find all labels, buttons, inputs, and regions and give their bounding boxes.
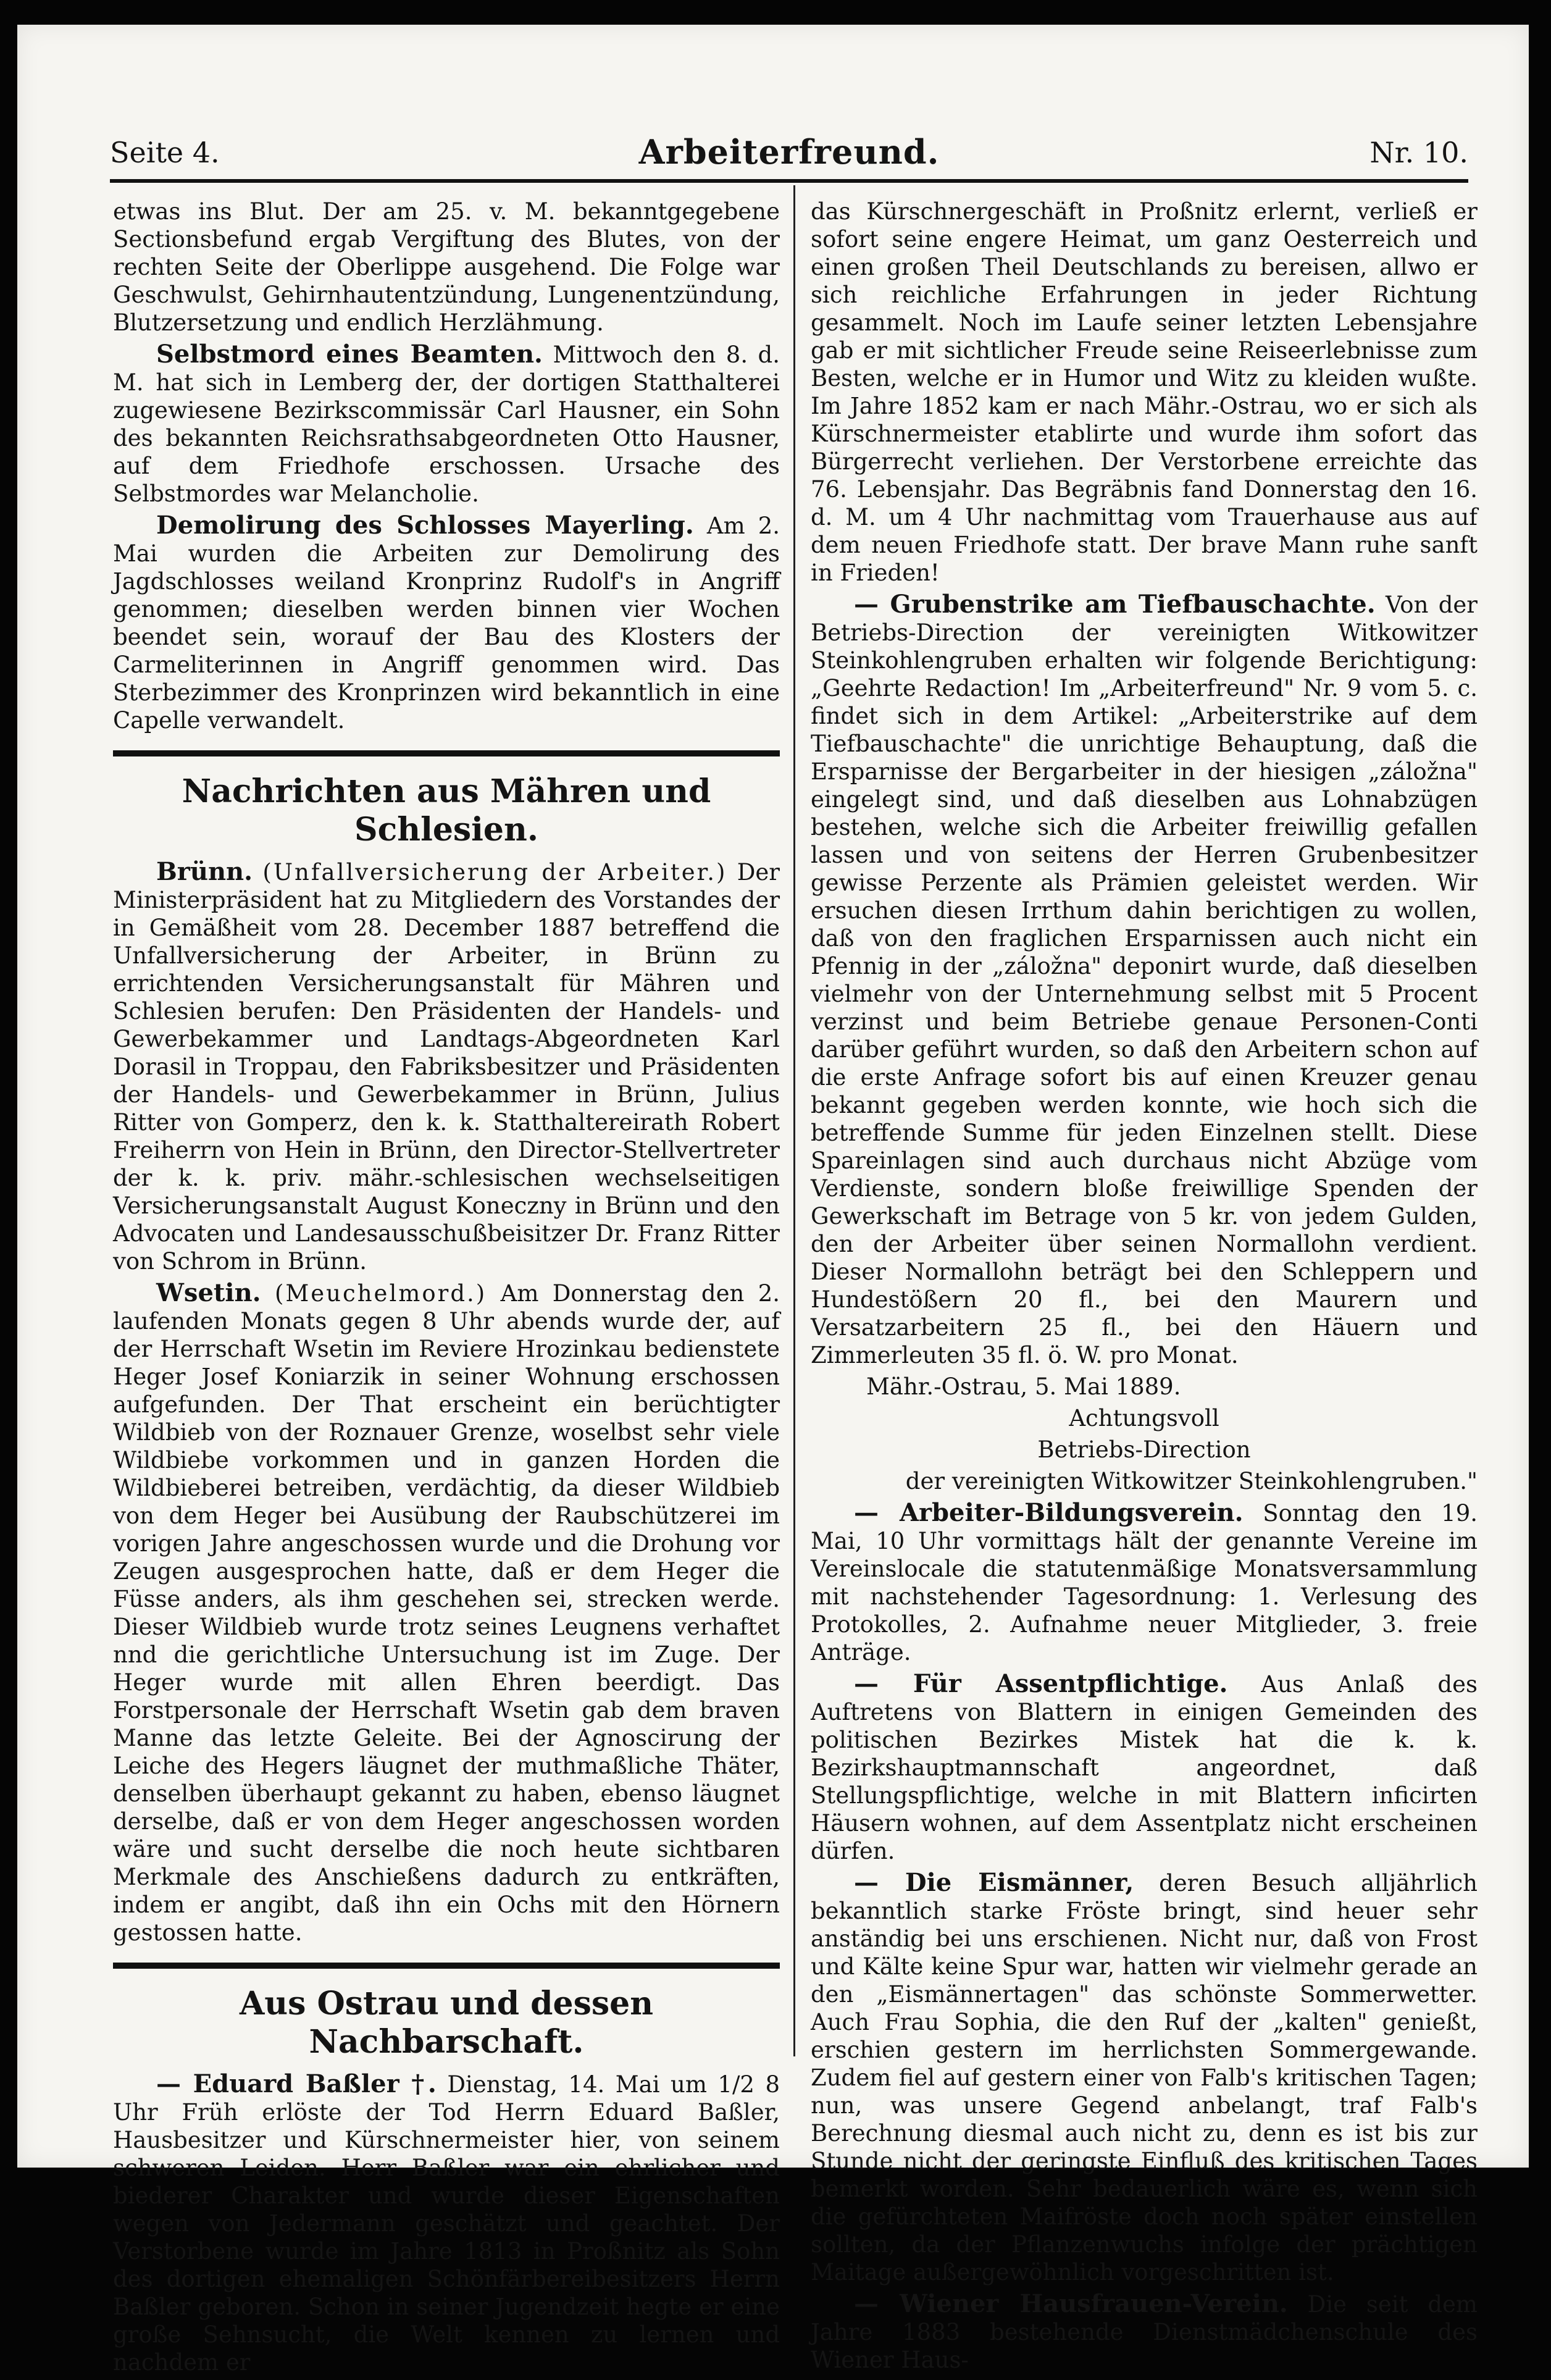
newspaper-title: Arbeiterfreund. <box>638 132 940 172</box>
article-bruenn <box>113 858 780 1275</box>
article-mayerling <box>113 511 780 734</box>
article-title: — Für Assentpflichtige. <box>854 1669 1228 1698</box>
left-column <box>113 198 780 2380</box>
article-title: — Arbeiter-Bildungsverein. <box>854 1498 1244 1527</box>
article-title: — Die Eismänner, <box>854 1868 1134 1897</box>
article-text: deren Besuch alljährlich bekanntlich starke Fröste bringt, sind heuer sehr anständig bei uns erschienen. Nicht nur, daß von Frost und Kälte keine Spur war, hatten wir vielmehr gerade an den „Eismännertagen" das schönste Sommerwetter. Auch Frau Sophia, die den Ruf der „kalten" genießt, erschien gestern im herrlichsten Sommergewande. Zudem fiel auf gestern einer von Falb's kritischen Tagen; nun, was unsere Gegend anbelangt, traf Falb's Berechnung diesmal auch nicht zu, denn es ist bis zur Stunde nicht der geringste Einfluß des kritischen Tages bemerkt worden. Sehr bedauerlich wäre es, wenn sich die gefürchteten Maifröste doch noch später einstellen sollten, da der Pflanzenwuchs infolge der prächtigen Maitage außergewöhnlich vorgeschritten ist. <box>811 1870 1478 2286</box>
issue-number: Nr. 10. <box>1369 136 1468 169</box>
article-title: — Wiener Hausfrauen-Verein. <box>854 2289 1288 2318</box>
column-divider <box>793 185 795 2056</box>
article-bassler <box>113 2070 780 2376</box>
section-rule <box>113 1963 780 1969</box>
article-title: Demolirung des Schlosses Mayerling. <box>156 511 694 540</box>
article-eismaenner <box>811 1869 1478 2286</box>
page-number: Seite 4. <box>110 136 220 169</box>
article-continuation: das Kürschnergeschäft in Proßnitz erlernt, verließ er sofort seine engere Heimat, um ganz Oesterreich und einen großen Theil Deutschlands zu bereisen, allwo er sich reichliche Erfahrungen in jeder Richtung gesammelt. Noch im Laufe seiner letzten Lebensjahre gab er mit sichtlicher Freude seine Reiseerlebnisse zum Besten, welche er in Humor und Witz zu kleiden wußte. Im Jahre 1852 kam er nach Mähr.-Ostrau, wo er sich als Kürschnermeister etablirte und wurde ihm sofort das Bürgerrecht verliehen. Der Verstorbene erreichte das 76. Lebensjahr. Das Begräbnis fand Donnerstag den 16. d. M. um 4 Uhr nachmittag vom Trauerhause aus auf dem neuen Friedhofe statt. Der brave Mann ruhe sanft in Frieden! <box>811 198 1478 586</box>
article-title: Brünn. <box>156 857 253 886</box>
page-header <box>110 130 1468 173</box>
right-column <box>811 198 1478 2378</box>
article-hausfrauen <box>811 2290 1478 2374</box>
article-title: — Grubenstrike am Tiefbauschachte. <box>854 590 1376 619</box>
article-text: Die seit dem Jahre 1883 bestehende Dienstmädchenschule des Wiener Haus- <box>811 2291 1478 2373</box>
article-title: Selbstmord eines Beamten. <box>156 340 543 369</box>
section-rule <box>113 750 780 756</box>
article-text: Dienstag, 14. Mai um 1/2 8 Uhr Früh erlöste der Tod Herrn Eduard Baßler, Hausbesitzer und Kürschnermeister hier, von seinem schweren Leiden. Herr Baßler war ein ehrlicher und biederer Charakter und wurde dieser Eigenschaften wegen von Jedermann geschätzt und geachtet. Der Verstorbene wurde im Jahre 1813 in Proßnitz als Sohn des dortigen ehemaligen Schönfärbereibesitzers Herrn Baßler geboren. Schon in seiner Jugendzeit hegte er eine große Sehnsucht, die Welt kennen zu lernen und nachdem er <box>113 2071 780 2376</box>
article-bildungsverein <box>811 1499 1478 1666</box>
article-assentpflichtige <box>811 1670 1478 1865</box>
article-continuation: etwas ins Blut. Der am 25. v. M. bekanntgegebene Sectionsbefund ergab Vergiftung des Blutes, von der rechten Seite der Oberlippe ausgehend. Die Folge war Geschwulst, Gehirnhautentzündung, Lungenentzündung, Blutzersetzung und endlich Herzlähmung. <box>113 198 780 336</box>
article-text: Aus Anlaß des Auftretens von Blattern in einigen Gemeinden des politischen Bezirkes Mistek hat die k. k. Bezirkshauptmannschaft angeordnet, daß Stellungspflichtige, welche in mit Blattern inficirten Häusern wohnen, auf dem Assentplatz nicht erscheinen dürfen. <box>811 1671 1478 1864</box>
article-text: Von der Betriebs-Direction der vereinigten Witkowitzer Steinkohlengruben erhalten wir folgende Berichtigung: „Geehrte Redaction! Im „Arbeiterfreund" Nr. 9 vom 5. c. findet sich in dem Artikel: „Arbeiterstrike auf dem Tiefbauschachte" die unrichtige Behauptung, daß die Ersparnisse der Bergarbeiter in der hiesigen „záložna" eingelegt sind, und daß dieselben aus Lohnabzügen bestehen, welche sich die Arbeiter freiwillig gefallen lassen und von seitens der Herren Grubenbesitzer gewisse Perzente als Prämien geleistet werden. Wir ersuchen diesen Irrthum dahin berichtigen zu wollen, daß von den fraglichen Ersparnissen auch nicht ein Pfennig in der „záložna" deponirt wurde, daß dieselben vielmehr von der Unternehmung selbst mit 5 Procent verzinst und beim Betriebe genaue Personen-Conti darüber geführt wurden, so daß den Arbeitern schon auf die erste Anfrage sofort bis auf einen Kreuzer genau bekannt gegeben werden konnte, wie hoch sich die betreffende Summe für jeden Einzelnen stellt. Diese Spareinlagen sind auch durchaus nicht Abzüge vom Verdienste, sondern bloße freiwillige Spenden der Gewerkschaft im Betrage von 5 kr. von jedem Gulden, den der Arbeiter über seinen Normallohn verdient. Dieser Normallohn beträgt bei den Schleppern und Hundestößern 20 fl., bei den Maurern und Versatzarbeitern 25 fl., bei den Häuern und Zimmerleuten 35 fl. ö. W. pro Monat. <box>811 592 1478 1368</box>
article-text: Der Ministerpräsident hat zu Mitgliedern des Vorstandes der in Gemäßheit vom 28. December 1887 betreffend die Unfallversicherung der Arbeiter, in Brünn zu errichtenden Versicherungsanstalt für Mähren und Schlesien berufen: Den Präsidenten der Handels- und Gewerbekammer und Landtags-Abgeordneten Karl Dorasil in Troppau, den Fabriksbesitzer und Präsidenten der Handels- und Gewerbekammer in Brünn, Julius Ritter von Gomperz, den k. k. Statthaltereirath Robert Freiherrn von Hein in Brünn, den Director-Stellvertreter der k. k. priv. mähr.-schlesischen wechselseitigen Versicherungsanstalt August Koneczny in Brünn und den Advocaten und Landesausschußbeisitzer Dr. Franz Ritter von Schrom in Brünn. <box>113 859 780 1275</box>
article-text: Sonntag den 19. Mai, 10 Uhr vormittags hält der genannte Vereine im Vereinslocale die statutenmäßige Monatsversammlung mit nachstehender Tagesordnung: 1. Verlesung des Protokolles, 2. Aufnahme neuer Mitglieder, 3. freie Anträge. <box>811 1500 1478 1666</box>
article-wsetin <box>113 1279 780 1946</box>
article-text: Am 2. Mai wurden die Arbeiten zur Demolirung des Jagdschlosses weiland Kronprinz Rudolf's in Angriff genommen; dieselben werden binnen vier Wochen beendet sein, worauf der Bau des Klosters der Carmeliterinnen in Angriff genommen wird. Das Sterbezimmer des Kronprinzen wird bekanntlich in eine Capelle verwandelt. <box>113 513 780 734</box>
article-text: Mittwoch den 8. d. M. hat sich in Lemberg der, der dortigen Statthalterei zugewiesene Bezirkscommissär Carl Hausner, ein Sohn des bekannten Reichsrathsabgeordneten Otto Hausner, auf dem Friedhofe erschossen. Ursache des Selbstmordes war Melancholie. <box>113 341 780 507</box>
article-selbstmord <box>113 340 780 508</box>
article-title: Wsetin. <box>156 1278 261 1307</box>
letter-signature-org: der vereinigten Witkowitzer Steinkohlengruben." <box>905 1468 1478 1494</box>
letter-closing: Achtungsvoll <box>1069 1405 1219 1431</box>
letter-signature: Betriebs-Direction <box>1037 1436 1251 1463</box>
article-grubenstrike <box>811 590 1478 1369</box>
letter-place-date: Mähr.-Ostrau, 5. Mai 1889. <box>866 1373 1181 1400</box>
article-subtitle: (Unfallversicherung der Arbeiter.) <box>262 859 727 886</box>
header-rule <box>110 179 1468 183</box>
article-subtitle: (Meuchelmord.) <box>274 1280 487 1307</box>
section-heading-ostrau: Aus Ostrau und dessen Nachbarschaft. <box>239 1985 654 2061</box>
section-heading-maehren: Nachrichten aus Mähren und Schlesien. <box>182 773 711 849</box>
article-text: Am Donnerstag den 2. laufenden Monats gegen 8 Uhr abends wurde der, auf der Herrschaft Wsetin im Reviere Hrozinkau bedienstete Heger Josef Koniarzik in seiner Wohnung erschossen aufgefunden. Der That erscheint ein berüchtigter Wildbieb von der Roznauer Grenze, woselbst sehr viele Wildbiebe vorkommen und in ganzen Horden die Wildbieberei betreiben, verdächtig, da dieser Wildbieb von dem Heger bei Ausübung der Raubschützerei im vorigen Jahre angeschossen wurde und die Drohung vor Zeugen ausgesprochen hatte, daß er dem Heger die Füsse anders, als ihm geschehen sei, strecken werde. Dieser Wildbieb wurde trotz seines Leugnens verhaftet nnd die gerichtliche Untersuchung ist im Zuge. Der Heger wurde mit allen Ehren beerdigt. Das Forstpersonale der Herrschaft Wsetin gab dem braven Manne das letzte Geleite. Bei der Agnoscirung der Leiche des Hegers läugnet der muthmaßliche Thäter, denselben überhaupt gekannt zu haben, ebenso läugnet derselbe, daß er von dem Heger angeschossen worden wäre und sucht derselbe die noch heute sichtbaren Merkmale des Anschießens dadurch zu entkräften, indem er angibt, daß ihn ein Ochs mit den Hörnern gestossen hatte. <box>113 1280 780 1946</box>
article-title: — Eduard Baßler †. <box>156 2069 437 2098</box>
